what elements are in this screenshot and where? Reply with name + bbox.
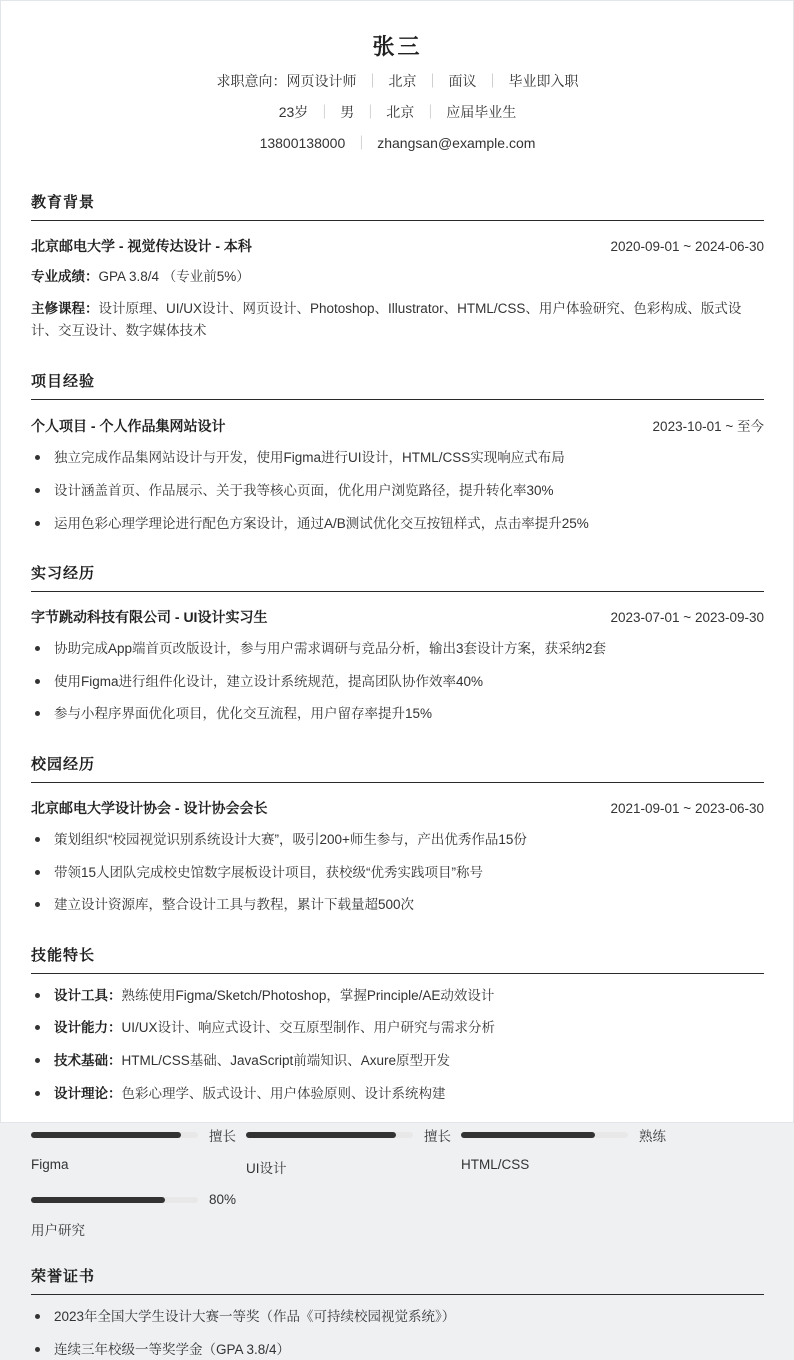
education-field-courses <box>31 298 764 343</box>
resume-header <box>31 33 764 155</box>
entry-date: 2021-09-01 ~ 2023-06-30 <box>610 801 764 817</box>
bullet-text: 独立完成作品集网站设计与开发，使用Figma进行UI设计，HTML/CSS实现响应式布局 <box>54 450 565 466</box>
skill-category-label: 设计理论： <box>54 1085 122 1101</box>
skill-bar-fill <box>31 1132 181 1138</box>
entry-title-school: 北京邮电大学 - 视觉传达设计 - 本科 <box>31 237 252 254</box>
bullet-item <box>31 1083 764 1105</box>
skill-name: 用户研究 <box>31 1223 85 1239</box>
separator: ｜ <box>354 135 369 152</box>
skill-level-label: 80% <box>209 1192 237 1208</box>
bullet-item <box>31 894 764 916</box>
skill-bar-track <box>461 1132 628 1138</box>
bullet-text: 建立设计资源库，整合设计工具与教程，累计下载量超500次 <box>54 897 415 913</box>
info-part-gender: 男 <box>340 103 355 120</box>
bullet-dot-icon <box>35 488 40 493</box>
bullet-item <box>31 703 764 725</box>
skill-bar-cell <box>31 1125 246 1177</box>
bullet-dot-icon <box>35 679 40 684</box>
section-title-education: 教育背景 <box>31 191 764 221</box>
bullet-text <box>54 1050 450 1072</box>
skill-category-text: HTML/CSS基础、JavaScript前端知识、Axure原型开发 <box>121 1053 451 1068</box>
bullet-dot-icon <box>35 646 40 651</box>
header-info-line-contact <box>31 132 764 154</box>
bullet-dot-icon <box>35 521 40 526</box>
info-part-city: 北京 <box>388 72 417 89</box>
skill-name: Figma <box>31 1157 69 1173</box>
bullet-item <box>31 829 764 851</box>
field-text: 设计原理、UI/UX设计、网页设计、Photoshop、Illustrator、HTML/CSS、用户体验研究、色彩构成、版式设计、交互设计、数字媒体技术 <box>31 300 742 339</box>
header-info-line-personal <box>31 101 764 123</box>
skill-bar-track <box>31 1132 198 1138</box>
skill-level-label: 擅长 <box>209 1129 236 1145</box>
skill-name: UI设计 <box>246 1161 287 1177</box>
skill-bar-fill <box>31 1197 165 1203</box>
bullet-list <box>31 829 764 916</box>
info-part-job-intent: 求职意向：网页设计师 <box>216 72 357 89</box>
skill-category-text: UI/UX设计、响应式设计、交互原型制作、用户研究与需求分析 <box>121 1020 496 1036</box>
bullet-item <box>31 513 764 535</box>
skill-bar-fill <box>246 1132 396 1138</box>
bullet-text <box>54 985 494 1007</box>
section-title-skills: 技能特长 <box>31 944 764 974</box>
skill-category-text: 熟练使用Figma/Sketch/Photoshop，掌握Principle/AE动效设计 <box>121 987 495 1003</box>
bullet-list <box>31 638 764 725</box>
entry-title-project: 个人项目 - 个人作品集网站设计 <box>31 418 226 435</box>
section-title-honors: 荣誉证书 <box>31 1265 764 1295</box>
section-internship <box>31 562 764 725</box>
skill-category-label: 技术基础： <box>54 1053 122 1068</box>
candidate-name: 张三 <box>372 34 423 59</box>
phone-number: 13800138000 <box>259 135 346 152</box>
entry-date: 2020-09-01 ~ 2024-06-30 <box>610 238 764 254</box>
bullet-text: 2023年全国大学生设计大赛一等奖（作品《可持续校园视觉系统》） <box>54 1309 456 1325</box>
separator: ｜ <box>363 103 378 120</box>
info-part-age: 23岁 <box>278 103 309 120</box>
skill-bar-row <box>246 1125 461 1145</box>
section-title-campus: 校园经历 <box>31 753 764 783</box>
bullet-item <box>31 862 764 884</box>
section-honors <box>31 1265 764 1360</box>
bullet-item <box>31 1050 764 1072</box>
bullet-text: 参与小程序界面优化项目，优化交互流程，用户留存率提升15% <box>54 706 433 722</box>
skill-bar-cell <box>461 1125 676 1177</box>
education-field-gpa <box>31 266 764 288</box>
bullet-text: 带领15人团队完成校史馆数字展板设计项目，获校级“优秀实践项目”称号 <box>54 864 484 880</box>
bullet-dot-icon <box>35 455 40 460</box>
section-skills <box>31 944 764 1239</box>
bullet-item <box>31 447 764 469</box>
separator: ｜ <box>423 103 438 120</box>
bullet-text: 使用Figma进行组件化设计，建立设计系统规范，提高团队协作效率40% <box>54 673 484 689</box>
section-title-internship: 实习经历 <box>31 562 764 592</box>
entry-header <box>31 798 764 818</box>
bullet-dot-icon <box>35 1314 40 1319</box>
section-campus <box>31 753 764 916</box>
skill-bar-row <box>461 1125 676 1145</box>
info-part-availability: 毕业即入职 <box>508 72 579 89</box>
bullet-text <box>54 1017 495 1039</box>
bullet-dot-icon <box>35 711 40 716</box>
info-part-salary: 面议 <box>448 72 477 89</box>
bullet-text: 策划组织“校园视觉识别系统设计大赛”，吸引200+师生参与，产出优秀作品15份 <box>54 832 527 848</box>
bullet-dot-icon <box>35 837 40 842</box>
bullet-list <box>31 1306 764 1360</box>
bullet-item <box>31 480 764 502</box>
bullet-item <box>31 1017 764 1039</box>
skill-bar-track <box>31 1197 198 1203</box>
info-part-grad-status: 应届毕业生 <box>446 103 517 120</box>
bullet-text: 协助完成App端首页改版设计，参与用户需求调研与竞品分析，输出3套设计方案，获采纳2套 <box>54 641 607 657</box>
entry-title-association: 北京邮电大学设计协会 - 设计协会会长 <box>31 800 268 817</box>
bullet-dot-icon <box>35 993 40 998</box>
bullet-dot-icon <box>35 1091 40 1096</box>
skill-name: HTML/CSS <box>461 1157 530 1173</box>
bullet-item <box>31 1339 764 1360</box>
separator: ｜ <box>365 72 380 89</box>
skill-category-label: 设计工具： <box>54 987 122 1003</box>
bullet-dot-icon <box>35 1058 40 1063</box>
entry-title-company: 字节跳动科技有限公司 - UI设计实习生 <box>31 609 268 626</box>
bullet-dot-icon <box>35 902 40 907</box>
bullet-list <box>31 985 764 1104</box>
email-address: zhangsan@example.com <box>377 135 536 152</box>
skill-level-label: 熟练 <box>639 1129 666 1145</box>
separator: ｜ <box>317 103 332 120</box>
bullet-item <box>31 638 764 660</box>
skill-bar-fill <box>461 1132 595 1138</box>
skill-bar-grid <box>31 1125 764 1239</box>
bullet-text: 设计涵盖首页、作品展示、关于我等核心页面，优化用户浏览路径，提升转化率30% <box>54 483 554 499</box>
bullet-text: 连续三年校级一等奖学金（GPA 3.8/4） <box>54 1341 291 1357</box>
skill-level-label: 擅长 <box>424 1129 451 1145</box>
bullet-text: 运用色彩心理学理论进行配色方案设计，通过A/B测试优化交互按钮样式，点击率提升25% <box>54 515 589 531</box>
bullet-item <box>31 985 764 1007</box>
skill-bar-cell <box>246 1125 461 1177</box>
skill-bar-track <box>246 1132 413 1138</box>
separator: ｜ <box>425 72 440 89</box>
bullet-dot-icon <box>35 1347 40 1352</box>
field-label: 主修课程： <box>31 300 99 316</box>
skill-bar-row <box>31 1192 246 1207</box>
section-title-projects: 项目经验 <box>31 370 764 400</box>
skill-category-text: 色彩心理学、版式设计、用户体验原则、设计系统构建 <box>121 1085 446 1101</box>
skill-category-label: 设计能力： <box>54 1020 122 1036</box>
section-education <box>31 191 764 343</box>
bullet-dot-icon <box>35 1025 40 1030</box>
bullet-list <box>31 447 764 534</box>
bullet-dot-icon <box>35 870 40 875</box>
header-info-line-intent <box>31 70 764 92</box>
entry-header <box>31 415 764 436</box>
entry-date: 2023-07-01 ~ 2023-09-30 <box>610 610 764 626</box>
entry-header <box>31 236 764 256</box>
skill-bar-row <box>31 1125 246 1145</box>
entry-header <box>31 607 764 627</box>
separator: ｜ <box>485 72 500 89</box>
entry-date: 2023-10-01 ~ 至今 <box>652 419 764 435</box>
bullet-item <box>31 671 764 693</box>
bullet-text <box>54 1083 446 1105</box>
info-part-location: 北京 <box>386 103 415 120</box>
field-label: 专业成绩： <box>31 268 99 284</box>
field-text: GPA 3.8/4 （专业前5%） <box>98 268 250 284</box>
section-projects <box>31 370 764 534</box>
skill-bar-cell <box>31 1192 246 1239</box>
bullet-item <box>31 1306 764 1328</box>
